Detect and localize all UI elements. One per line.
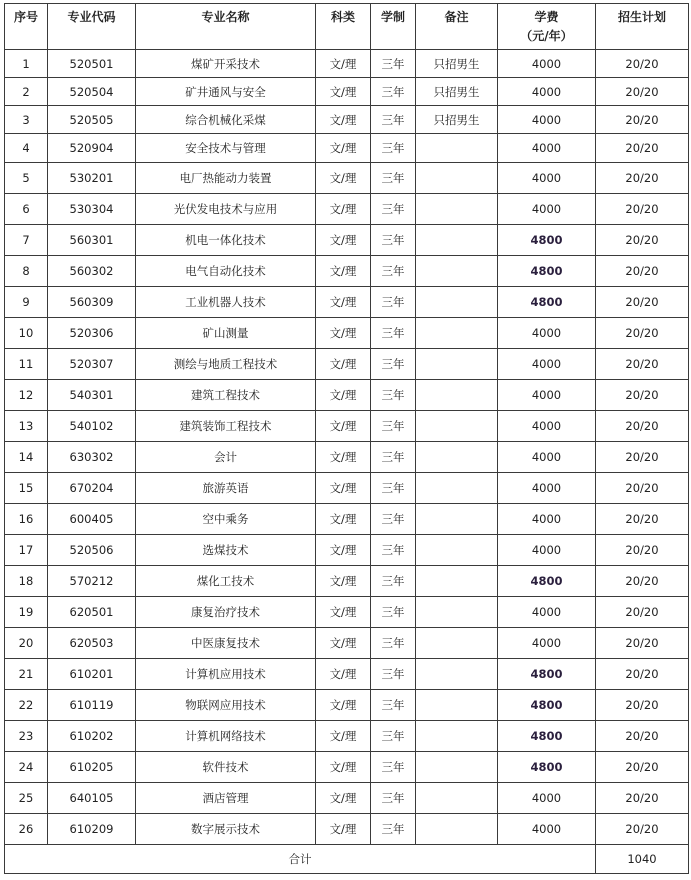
cell-no: 10 (5, 318, 48, 349)
cell-duration: 三年 (371, 783, 416, 814)
cell-code: 610209 (48, 814, 136, 845)
table-row (5, 50, 689, 78)
cell-duration: 三年 (371, 597, 416, 628)
enrollment-plan-table (4, 3, 689, 874)
cell-category: 文/理 (316, 597, 371, 628)
cell-fee: 4000 (498, 535, 596, 566)
cell-no: 21 (5, 659, 48, 690)
cell-no: 1 (5, 50, 48, 78)
cell-note (416, 721, 498, 752)
cell-note (416, 194, 498, 225)
cell-no: 5 (5, 163, 48, 194)
table-row (5, 690, 689, 721)
cell-note (416, 318, 498, 349)
cell-category: 文/理 (316, 134, 371, 163)
cell-duration: 三年 (371, 504, 416, 535)
cell-note: 只招男生 (416, 106, 498, 134)
cell-note (416, 814, 498, 845)
cell-plan: 20/20 (596, 163, 689, 194)
table-row (5, 442, 689, 473)
cell-name: 选煤技术 (136, 535, 316, 566)
cell-no: 26 (5, 814, 48, 845)
cell-plan: 20/20 (596, 659, 689, 690)
cell-code: 520504 (48, 78, 136, 106)
cell-no: 11 (5, 349, 48, 380)
cell-duration: 三年 (371, 106, 416, 134)
cell-note (416, 597, 498, 628)
cell-plan: 20/20 (596, 597, 689, 628)
cell-duration: 三年 (371, 814, 416, 845)
cell-no: 3 (5, 106, 48, 134)
cell-code: 560302 (48, 256, 136, 287)
table-row (5, 783, 689, 814)
cell-duration: 三年 (371, 50, 416, 78)
table-row (5, 163, 689, 194)
cell-category: 文/理 (316, 814, 371, 845)
cell-fee: 4000 (498, 473, 596, 504)
cell-note (416, 690, 498, 721)
cell-duration: 三年 (371, 473, 416, 504)
cell-duration: 三年 (371, 194, 416, 225)
cell-category: 文/理 (316, 78, 371, 106)
cell-duration: 三年 (371, 411, 416, 442)
cell-name: 工业机器人技术 (136, 287, 316, 318)
header-category: 科类 (316, 4, 371, 50)
cell-name: 酒店管理 (136, 783, 316, 814)
cell-fee: 4000 (498, 814, 596, 845)
cell-fee: 4800 (498, 690, 596, 721)
cell-duration: 三年 (371, 628, 416, 659)
table-header (5, 4, 689, 50)
cell-no: 4 (5, 134, 48, 163)
cell-fee: 4000 (498, 380, 596, 411)
cell-code: 640105 (48, 783, 136, 814)
cell-duration: 三年 (371, 349, 416, 380)
cell-plan: 20/20 (596, 225, 689, 256)
cell-duration: 三年 (371, 78, 416, 106)
cell-category: 文/理 (316, 690, 371, 721)
cell-name: 机电一体化技术 (136, 225, 316, 256)
cell-note (416, 628, 498, 659)
cell-duration: 三年 (371, 721, 416, 752)
table-row (5, 78, 689, 106)
cell-plan: 20/20 (596, 504, 689, 535)
cell-name: 计算机应用技术 (136, 659, 316, 690)
cell-note: 只招男生 (416, 78, 498, 106)
cell-fee: 4000 (498, 349, 596, 380)
cell-code: 610201 (48, 659, 136, 690)
cell-code: 520501 (48, 50, 136, 78)
cell-code: 530304 (48, 194, 136, 225)
cell-category: 文/理 (316, 411, 371, 442)
header-fee (498, 4, 596, 50)
total-value: 1040 (596, 845, 689, 874)
cell-note (416, 566, 498, 597)
cell-note (416, 349, 498, 380)
cell-name: 数字展示技术 (136, 814, 316, 845)
cell-name: 电厂热能动力装置 (136, 163, 316, 194)
cell-name: 煤化工技术 (136, 566, 316, 597)
cell-fee: 4800 (498, 752, 596, 783)
cell-duration: 三年 (371, 287, 416, 318)
cell-duration: 三年 (371, 752, 416, 783)
cell-no: 8 (5, 256, 48, 287)
table-row (5, 597, 689, 628)
cell-category: 文/理 (316, 349, 371, 380)
cell-no: 17 (5, 535, 48, 566)
cell-name: 建筑工程技术 (136, 380, 316, 411)
cell-note (416, 752, 498, 783)
cell-name: 安全技术与管理 (136, 134, 316, 163)
cell-code: 520505 (48, 106, 136, 134)
cell-name: 建筑装饰工程技术 (136, 411, 316, 442)
cell-note (416, 380, 498, 411)
cell-name: 电气自动化技术 (136, 256, 316, 287)
table-row (5, 504, 689, 535)
cell-code: 540102 (48, 411, 136, 442)
cell-plan: 20/20 (596, 411, 689, 442)
cell-note: 只招男生 (416, 50, 498, 78)
cell-duration: 三年 (371, 659, 416, 690)
total-row (5, 845, 689, 874)
cell-fee: 4000 (498, 628, 596, 659)
cell-name: 会计 (136, 442, 316, 473)
cell-note (416, 535, 498, 566)
cell-note (416, 163, 498, 194)
cell-note (416, 411, 498, 442)
cell-note (416, 225, 498, 256)
cell-plan: 20/20 (596, 442, 689, 473)
cell-no: 2 (5, 78, 48, 106)
cell-note (416, 659, 498, 690)
cell-note (416, 473, 498, 504)
cell-code: 520306 (48, 318, 136, 349)
table-row (5, 659, 689, 690)
cell-plan: 20/20 (596, 194, 689, 225)
cell-plan: 20/20 (596, 690, 689, 721)
header-fee-line2: （元/年） (520, 29, 573, 43)
table-row (5, 134, 689, 163)
cell-note (416, 134, 498, 163)
cell-duration: 三年 (371, 163, 416, 194)
cell-no: 7 (5, 225, 48, 256)
cell-code: 540301 (48, 380, 136, 411)
cell-no: 25 (5, 783, 48, 814)
cell-plan: 20/20 (596, 318, 689, 349)
header-name: 专业名称 (136, 4, 316, 50)
cell-duration: 三年 (371, 225, 416, 256)
cell-fee: 4000 (498, 106, 596, 134)
total-label: 合计 (5, 845, 596, 874)
cell-category: 文/理 (316, 473, 371, 504)
cell-duration: 三年 (371, 690, 416, 721)
cell-note (416, 504, 498, 535)
cell-code: 570212 (48, 566, 136, 597)
cell-category: 文/理 (316, 628, 371, 659)
table-footer (5, 845, 689, 874)
cell-code: 670204 (48, 473, 136, 504)
cell-no: 14 (5, 442, 48, 473)
table-row (5, 194, 689, 225)
cell-fee: 4800 (498, 225, 596, 256)
header-note: 备注 (416, 4, 498, 50)
cell-plan: 20/20 (596, 752, 689, 783)
cell-no: 15 (5, 473, 48, 504)
cell-category: 文/理 (316, 194, 371, 225)
cell-note (416, 442, 498, 473)
header-code: 专业代码 (48, 4, 136, 50)
table-row (5, 752, 689, 783)
cell-fee: 4800 (498, 256, 596, 287)
cell-no: 23 (5, 721, 48, 752)
cell-fee: 4000 (498, 783, 596, 814)
cell-fee: 4000 (498, 50, 596, 78)
cell-plan: 20/20 (596, 473, 689, 504)
cell-name: 康复治疗技术 (136, 597, 316, 628)
cell-plan: 20/20 (596, 349, 689, 380)
cell-code: 560301 (48, 225, 136, 256)
cell-no: 20 (5, 628, 48, 659)
cell-category: 文/理 (316, 504, 371, 535)
table-row (5, 535, 689, 566)
cell-code: 520506 (48, 535, 136, 566)
cell-plan: 20/20 (596, 628, 689, 659)
cell-no: 12 (5, 380, 48, 411)
cell-duration: 三年 (371, 566, 416, 597)
cell-fee: 4000 (498, 163, 596, 194)
cell-code: 560309 (48, 287, 136, 318)
cell-fee: 4000 (498, 318, 596, 349)
cell-plan: 20/20 (596, 78, 689, 106)
cell-note (416, 783, 498, 814)
cell-category: 文/理 (316, 380, 371, 411)
cell-duration: 三年 (371, 535, 416, 566)
table-row (5, 566, 689, 597)
cell-plan: 20/20 (596, 535, 689, 566)
cell-plan: 20/20 (596, 287, 689, 318)
cell-fee: 4000 (498, 134, 596, 163)
cell-fee: 4000 (498, 194, 596, 225)
cell-code: 610119 (48, 690, 136, 721)
cell-category: 文/理 (316, 287, 371, 318)
cell-plan: 20/20 (596, 721, 689, 752)
table-row (5, 287, 689, 318)
cell-note (416, 256, 498, 287)
header-duration: 学制 (371, 4, 416, 50)
cell-category: 文/理 (316, 721, 371, 752)
cell-name: 旅游英语 (136, 473, 316, 504)
cell-category: 文/理 (316, 163, 371, 194)
cell-name: 矿山测量 (136, 318, 316, 349)
table-row (5, 318, 689, 349)
cell-category: 文/理 (316, 535, 371, 566)
cell-code: 600405 (48, 504, 136, 535)
cell-no: 9 (5, 287, 48, 318)
cell-duration: 三年 (371, 318, 416, 349)
table-row (5, 225, 689, 256)
header-fee-line1: 学费 (534, 10, 559, 24)
cell-fee: 4000 (498, 597, 596, 628)
cell-category: 文/理 (316, 50, 371, 78)
table-row (5, 380, 689, 411)
cell-plan: 20/20 (596, 814, 689, 845)
cell-fee: 4800 (498, 721, 596, 752)
cell-category: 文/理 (316, 659, 371, 690)
cell-duration: 三年 (371, 442, 416, 473)
cell-name: 测绘与地质工程技术 (136, 349, 316, 380)
table-row (5, 721, 689, 752)
cell-code: 610205 (48, 752, 136, 783)
cell-code: 620503 (48, 628, 136, 659)
cell-plan: 20/20 (596, 50, 689, 78)
cell-category: 文/理 (316, 442, 371, 473)
cell-plan: 20/20 (596, 783, 689, 814)
cell-code: 520904 (48, 134, 136, 163)
cell-category: 文/理 (316, 225, 371, 256)
cell-fee: 4800 (498, 287, 596, 318)
cell-name: 计算机网络技术 (136, 721, 316, 752)
header-plan: 招生计划 (596, 4, 689, 50)
cell-no: 13 (5, 411, 48, 442)
cell-category: 文/理 (316, 566, 371, 597)
cell-no: 6 (5, 194, 48, 225)
cell-code: 610202 (48, 721, 136, 752)
cell-plan: 20/20 (596, 106, 689, 134)
cell-category: 文/理 (316, 783, 371, 814)
cell-no: 22 (5, 690, 48, 721)
cell-plan: 20/20 (596, 256, 689, 287)
table-row (5, 256, 689, 287)
cell-category: 文/理 (316, 106, 371, 134)
table-body (5, 50, 689, 845)
cell-fee: 4000 (498, 504, 596, 535)
cell-name: 矿井通风与安全 (136, 78, 316, 106)
cell-category: 文/理 (316, 318, 371, 349)
cell-category: 文/理 (316, 752, 371, 783)
cell-plan: 20/20 (596, 380, 689, 411)
cell-plan: 20/20 (596, 566, 689, 597)
cell-no: 16 (5, 504, 48, 535)
cell-fee: 4800 (498, 659, 596, 690)
table-row (5, 473, 689, 504)
cell-name: 物联网应用技术 (136, 690, 316, 721)
table-row (5, 628, 689, 659)
cell-code: 630302 (48, 442, 136, 473)
table-row (5, 411, 689, 442)
cell-no: 24 (5, 752, 48, 783)
cell-name: 中医康复技术 (136, 628, 316, 659)
cell-category: 文/理 (316, 256, 371, 287)
cell-code: 520307 (48, 349, 136, 380)
cell-name: 综合机械化采煤 (136, 106, 316, 134)
cell-no: 19 (5, 597, 48, 628)
cell-duration: 三年 (371, 134, 416, 163)
cell-fee: 4000 (498, 78, 596, 106)
table-row (5, 349, 689, 380)
cell-fee: 4800 (498, 566, 596, 597)
header-no: 序号 (5, 4, 48, 50)
header-row (5, 4, 689, 50)
cell-no: 18 (5, 566, 48, 597)
cell-fee: 4000 (498, 442, 596, 473)
cell-name: 煤矿开采技术 (136, 50, 316, 78)
cell-name: 空中乘务 (136, 504, 316, 535)
cell-name: 光伏发电技术与应用 (136, 194, 316, 225)
cell-name: 软件技术 (136, 752, 316, 783)
cell-note (416, 287, 498, 318)
cell-plan: 20/20 (596, 134, 689, 163)
cell-code: 620501 (48, 597, 136, 628)
table-row (5, 106, 689, 134)
table-row (5, 814, 689, 845)
cell-fee: 4000 (498, 411, 596, 442)
cell-duration: 三年 (371, 380, 416, 411)
cell-code: 530201 (48, 163, 136, 194)
cell-duration: 三年 (371, 256, 416, 287)
